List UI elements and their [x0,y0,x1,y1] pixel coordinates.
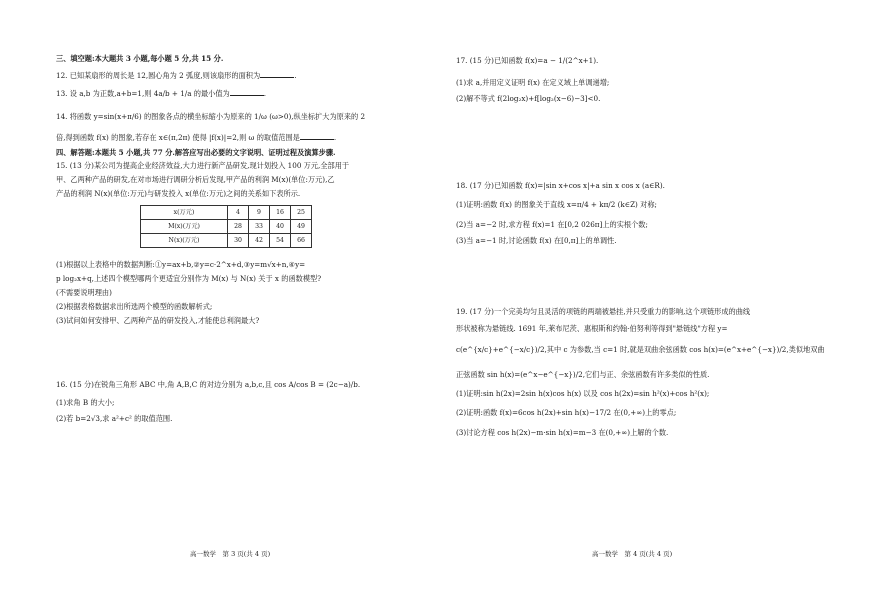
question-19-line: c(e^{x/c}+e^{−x/c})/2,其中 c 为参数,当 c=1 时,就是双曲余弦函数 cos h(x)=(e^x+e^{−x})/2,类似地双曲 [456,345,825,354]
table-cell: 16 [270,206,291,220]
table-row [141,206,312,220]
answer-blank [230,88,264,96]
question-18-line: (1)证明:函数 f(x) 的图象关于直线 x=π/4 + kπ/2 (k∈Z) 对称; [456,200,657,209]
question-12: 12. 已知某扇形的周长是 12,圆心角为 2 弧度,则该扇形的面积为 . [56,71,297,80]
table-cell: 40 [270,220,291,234]
table-row-label: x(万元) [141,206,228,220]
question-13-text: 13. 设 a,b 为正数,a+b=1,则 4a/b + 1/a 的最小值为 [56,89,230,98]
question-15-part: (3)试问如何安排甲、乙两种产品的研发投入,才能使总利润最大? [56,316,260,325]
question-18-line: (3)当 a=−1 时,讨论函数 f(x) 在[0,π]上的单调性. [456,236,617,245]
page-footer-left: 高一数学 第 3 页(共 4 页) [190,550,271,558]
table-row [141,220,312,234]
question-19-line: (2)证明:函数 f(x)=6cos h(2x)+sin h(x)−17/2 在(0,+∞)上的零点; [456,408,677,417]
question-15-line: 甲、乙两种产品的研发,在对市场进行调研分析后发现,甲产品的利润 M(x)(单位:万元),乙 [56,175,335,184]
question-19-line: 形状被称为悬链线. 1691 年,莱布尼茨、惠根斯和约翰·伯努利等得到"悬链线"方程 y= [456,324,728,333]
question-14-line1: 14. 将函数 y=sin(x+π/6) 的图象各点的横坐标缩小为原来的 1/ω (ω>0),纵坐标扩大为原来的 2 [56,112,366,121]
question-19-line: (3)讨论方程 cos h(2x)−m·sin h(x)=m−3 在(0,+∞)上解的个数. [456,428,669,437]
question-15-line: 15. (13 分)某公司为提高企业经济效益,大力进行新产品研发,现计划投入 100 万元,全部用于 [56,161,350,170]
table-cell: 30 [228,234,249,248]
table-cell: 66 [291,234,312,248]
question-15-part: p log₂x+q,上述四个模型哪两个更适宜分别作为 M(x) 与 N(x) 关于 x 的函数模型? [56,274,322,283]
table-cell: 54 [270,234,291,248]
question-15-part: (1)根据以上表格中的数据判断:①y=ax+b,②y=c·2^x+d,③y=m√x+n,④y= [56,260,306,269]
question-17-line: 17. (15 分)已知函数 f(x)=a − 1/(2^x+1). [456,56,599,65]
question-15-line: 产品的利润 N(x)(单位:万元)与研发投入 x(单位:万元)之间的关系如下表所示. [56,189,301,198]
question-19-line: (1)证明:sin h(2x)=2sin h(x)cos h(x) 以及 cos h(2x)=sin h²(x)+cos h²(x); [456,389,710,398]
question-16-line: (1)求角 B 的大小; [56,398,115,407]
answer-blank [300,132,334,140]
table-cell: 42 [249,234,270,248]
question-18-line: (2)当 a=−2 时,求方程 f(x)=1 在[0,2 026π]上的实根个数; [456,220,648,229]
question-18-line: 18. (17 分)已知函数 f(x)=|sin x+cos x|+a sin x cos x (a∈R). [456,181,665,190]
question-12-text: 12. 已知某扇形的周长是 12,圆心角为 2 弧度,则该扇形的面积为 [56,71,261,80]
question-19-line: 19. (17 分)一个完美均匀且灵活的项链的两端被悬挂,并只受重力的影响,这个项链形成的曲线 [456,307,751,316]
data-table [140,205,312,248]
question-15-part: (不需要说明理由) [56,288,112,297]
table-row [141,234,312,248]
section3-title: 三、填空题:本大题共 3 小题,每小题 5 分,共 15 分. [56,54,224,63]
question-17-line: (1)求 a,并用定义证明 f(x) 在定义域上单调递增; [456,78,610,87]
question-19-line: 正弦函数 sin h(x)=(e^x−e^{−x})/2,它们与正、余弦函数有许多类似的性质. [456,370,710,379]
table-row-label: M(x)(万元) [141,220,228,234]
table-cell: 4 [228,206,249,220]
section4-title: 四、解答题:本题共 5 小题,共 77 分.解答应写出必要的文字说明、证明过程及演算步骤. [56,148,336,157]
question-17-line: (2)解不等式 f(2log₂x)+f[log₂(x−6)−3]<0. [456,94,601,103]
table-cell: 9 [249,206,270,220]
answer-blank [260,70,294,78]
question-15-part: (2)根据表格数据求出所选两个模型的函数解析式; [56,302,213,311]
page-footer-right: 高一数学 第 4 页(共 4 页) [592,550,673,558]
question-14-line2: 倍,得到函数 f(x) 的图象,若存在 x∈(π,2π) 使得 |f(x)|=2,则 ω 的取值范围是 . [56,133,337,142]
question-13: 13. 设 a,b 为正数,a+b=1,则 4a/b + 1/a 的最小值为 . [56,89,267,98]
table-cell: 49 [291,220,312,234]
table-row-label: N(x)(万元) [141,234,228,248]
table-cell: 28 [228,220,249,234]
question-16-line: 16. (15 分)在锐角三角形 ABC 中,角 A,B,C 的对边分别为 a,b,c,且 cos A/cos B = (2c−a)/b. [56,380,361,389]
table-cell: 25 [291,206,312,220]
question-14-text: 倍,得到函数 f(x) 的图象,若存在 x∈(π,2π) 使得 |f(x)|=2,则 ω 的取值范围是 [56,133,300,142]
question-16-line: (2)若 b=2√3,求 a²+c² 的取值范围. [56,414,173,423]
table-cell: 33 [249,220,270,234]
